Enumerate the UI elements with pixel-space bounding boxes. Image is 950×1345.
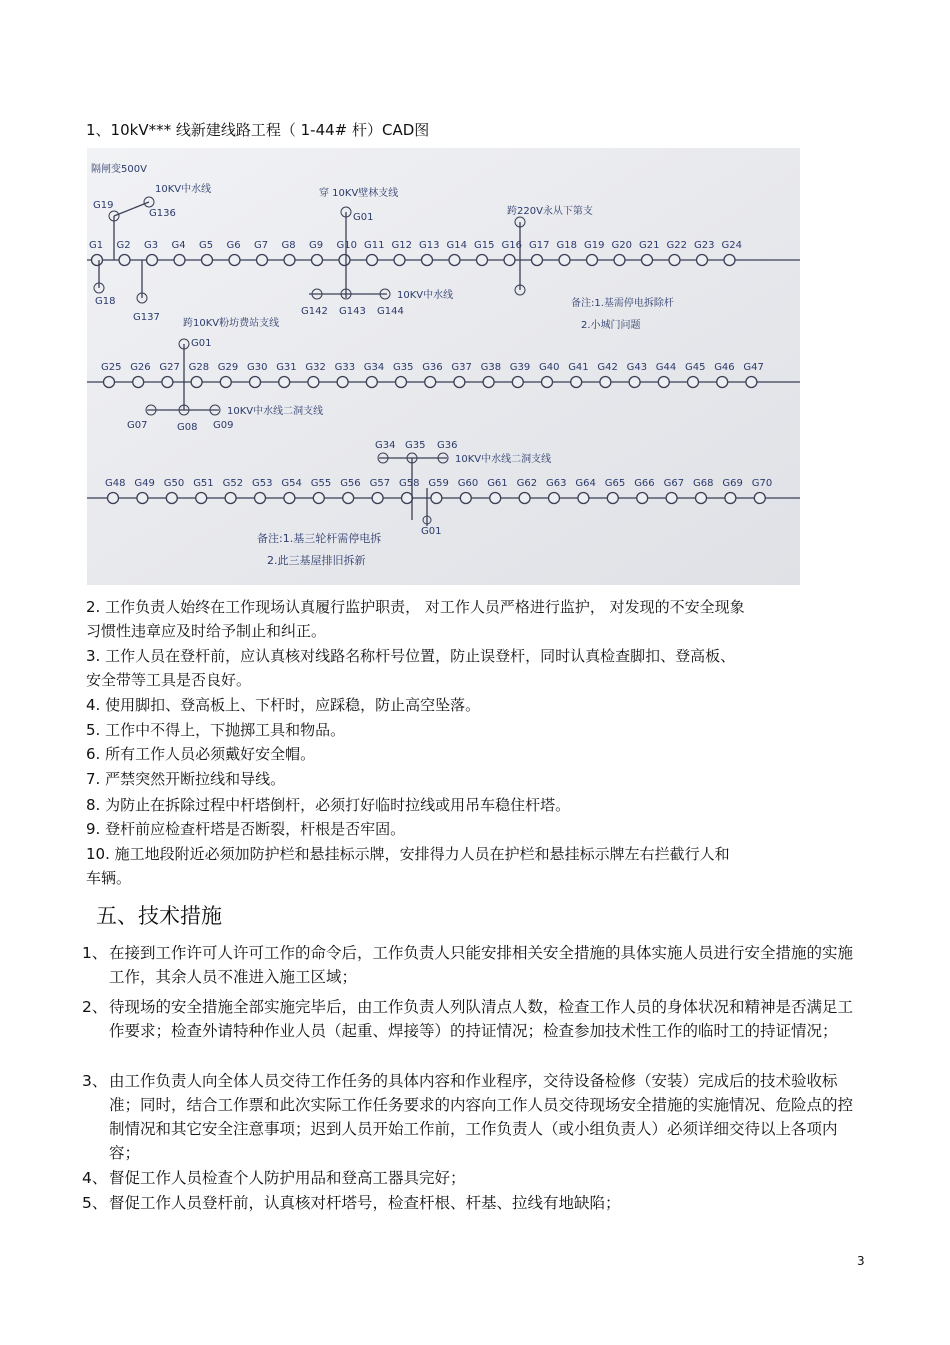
- pole-marker: [559, 255, 570, 266]
- tech-item-number: 2、: [82, 998, 108, 1016]
- pole-label: G9: [309, 240, 324, 251]
- pole-label: G52: [222, 478, 244, 489]
- pole-label: G51: [193, 478, 214, 489]
- pole-marker: [587, 255, 598, 266]
- sketch-note: 10KV中水线: [397, 290, 454, 301]
- pole-label: G67: [663, 478, 685, 489]
- pole-label: G20: [611, 240, 632, 251]
- pole-marker: [666, 493, 677, 504]
- pole-marker: [578, 493, 589, 504]
- pole-label: G49: [134, 478, 155, 489]
- tech-item-text: 在接到工作许可人许可工作的命令后，工作负责人只能安排相关安全措施的具体实施人员进行安全措施的实施工作，其余人员不准进入施工区域；: [109, 944, 854, 986]
- pole-marker: [284, 255, 295, 266]
- safety-item-line: 9. 登杆前应检查杆塔是否断裂，杆根是否牢固。: [86, 820, 406, 838]
- pole-label: G66: [634, 478, 655, 489]
- tech-item: [82, 995, 862, 1043]
- pole-label: G1: [89, 240, 104, 251]
- pole-label: G12: [391, 240, 412, 251]
- pole-marker: [162, 377, 173, 388]
- safety-item-line: 4. 使用脚扣、登高板上、下杆时，应踩稳，防止高空坠落。: [86, 696, 481, 714]
- pole-label: G46: [714, 362, 735, 373]
- pole-label: G44: [655, 362, 677, 373]
- pole-label: G61: [487, 478, 508, 489]
- pole-label: G69: [722, 478, 743, 489]
- sketch-note: G01: [191, 338, 212, 349]
- safety-item-line: 习惯性违章应及时给予制止和纠正。: [86, 622, 327, 640]
- pole-label: G34: [363, 362, 385, 373]
- sketch-note: 10KV中水线二洞支线: [227, 406, 324, 417]
- pole-marker: [477, 255, 488, 266]
- sketch-note: G08: [177, 422, 198, 433]
- pole-label: G54: [281, 478, 302, 489]
- pole-marker: [519, 493, 530, 504]
- tech-item-number: 4、: [82, 1169, 108, 1187]
- pole-marker: [108, 493, 119, 504]
- pole-marker: [166, 493, 177, 504]
- pole-label: G14: [446, 240, 467, 251]
- pole-marker: [396, 377, 407, 388]
- pole-label: G42: [597, 362, 618, 373]
- pole-marker: [696, 493, 707, 504]
- pole-label: G26: [130, 362, 151, 373]
- pole-label: G29: [217, 362, 239, 373]
- sketch-note: G09: [213, 420, 234, 431]
- safety-item-line: 10. 施工地段附近必须加防护栏和悬挂标示牌，安排得力人员在护栏和悬挂标示牌左右拦截行人和: [86, 845, 730, 863]
- pole-label: G65: [604, 478, 626, 489]
- pole-label: G8: [281, 240, 296, 251]
- pole-label: G56: [340, 478, 361, 489]
- pole-marker: [724, 255, 735, 266]
- tech-item: [82, 941, 862, 989]
- pole-label: G63: [546, 478, 567, 489]
- hand-drawn-line-sketch-photo: [87, 148, 800, 585]
- pole-marker: [422, 255, 433, 266]
- tech-item-text: 待现场的安全措施全部实施完毕后，由工作负责人列队清点人数，检查工作人员的身体状况和精神是否满足工作要求；检查外请特种作业人员（起重、焊接等）的持证情况；检查参加技术性工作的临时工的持证情况；: [109, 998, 854, 1040]
- pole-marker: [431, 493, 442, 504]
- sketch-svg: [87, 148, 800, 585]
- pole-label: G31: [276, 362, 297, 373]
- sketch-note: G01: [421, 526, 442, 537]
- pole-marker: [637, 493, 648, 504]
- pole-marker: [454, 377, 465, 388]
- sketch-note: G01: [353, 212, 374, 223]
- pole-marker: [483, 377, 494, 388]
- pole-marker: [133, 377, 144, 388]
- pole-label: G13: [419, 240, 440, 251]
- pole-label: G62: [516, 478, 538, 489]
- pole-marker: [629, 377, 640, 388]
- pole-marker: [600, 377, 611, 388]
- pole-label: G64: [575, 478, 596, 489]
- pole-label: G19: [584, 240, 605, 251]
- sketch-note: G137: [133, 312, 160, 323]
- pole-label: G55: [310, 478, 332, 489]
- pole-label: G15: [474, 240, 495, 251]
- pole-label: G47: [743, 362, 764, 373]
- sketch-note: 备注:1.基需停电拆除杆: [571, 298, 674, 309]
- tech-item-text: 督促工作人员检查个人防护用品和登高工器具完好；: [109, 1169, 466, 1187]
- tech-item-number: 3、: [82, 1072, 108, 1090]
- pole-label: G25: [101, 362, 122, 373]
- pole-label: G3: [144, 240, 159, 251]
- pole-marker: [257, 255, 268, 266]
- safety-item-line: 2. 工作负责人始终在工作现场认真履行监护职责， 对工作人员严格进行监护， 对发现的不安全现象: [86, 598, 745, 616]
- pole-marker: [688, 377, 699, 388]
- pole-label: G2: [116, 240, 131, 251]
- pole-label: G21: [639, 240, 660, 251]
- pole-marker: [754, 493, 765, 504]
- sketch-note: 跨220V永从下第支: [507, 206, 593, 217]
- pole-label: G57: [369, 478, 391, 489]
- pole-label: G70: [751, 478, 773, 489]
- pole-label: G28: [188, 362, 210, 373]
- sketch-note: 2.此三基屋排旧拆新: [267, 554, 366, 567]
- sketch-note: G143: [339, 306, 366, 317]
- pole-label: G24: [721, 240, 742, 251]
- pole-marker: [202, 255, 213, 266]
- sketch-note: 2.小城门问题: [581, 320, 641, 331]
- pole-label: G40: [539, 362, 560, 373]
- pole-label: G23: [694, 240, 715, 251]
- safety-item-line: 安全带等工具是否良好。: [86, 671, 252, 689]
- safety-item-line: 5. 工作中不得上，下抛掷工具和物品。: [86, 721, 346, 739]
- pole-marker: [697, 255, 708, 266]
- pole-marker: [669, 255, 680, 266]
- pole-marker: [255, 493, 266, 504]
- pole-marker: [460, 493, 471, 504]
- tech-item: [82, 1069, 862, 1165]
- sketch-note: 隔闸变500V: [91, 164, 147, 175]
- pole-marker: [284, 493, 295, 504]
- pole-label: G22: [666, 240, 687, 251]
- pole-label: G5: [199, 240, 214, 251]
- pole-marker: [367, 255, 378, 266]
- pole-marker: [504, 255, 515, 266]
- pole-label: G60: [457, 478, 479, 489]
- sketch-note: G36: [437, 440, 458, 451]
- sketch-note: 10KV中水线: [155, 184, 212, 195]
- pole-label: G36: [422, 362, 443, 373]
- pole-label: G17: [529, 240, 550, 251]
- safety-item-line: 8. 为防止在拆除过程中杆塔倒杆，必须打好临时拉线或用吊车稳住杆塔。: [86, 796, 571, 814]
- pole-label: G41: [568, 362, 589, 373]
- sketch-note: G144: [377, 306, 404, 317]
- sketch-note: 跨10KV粉坊费站支线: [183, 318, 280, 329]
- pole-marker: [137, 493, 148, 504]
- tech-item: [82, 1166, 862, 1190]
- tech-item-text: 由工作负责人向全体人员交待工作任务的具体内容和作业程序，交待设备检修（安装）完成后的技术验收标准；同时，结合工作票和此次实际工作任务要求的内容向工作人员交待现场安全措施的实施情况、危险点的控制情况和其它安全注意事项；迟到人员开始工作前，工作负责人（或小组负责人）必须详细交待以上各项内容；: [109, 1072, 854, 1162]
- pole-label: G30: [247, 362, 268, 373]
- pole-marker: [394, 255, 405, 266]
- pole-marker: [191, 377, 202, 388]
- pole-marker: [372, 493, 383, 504]
- pole-label: G7: [254, 240, 269, 251]
- pole-marker: [104, 377, 115, 388]
- pole-marker: [549, 493, 560, 504]
- pole-label: G58: [399, 478, 420, 489]
- pole-label: G4: [171, 240, 186, 251]
- pole-marker: [490, 493, 501, 504]
- pole-label: G6: [226, 240, 241, 251]
- pole-label: G35: [393, 362, 414, 373]
- safety-item-line: 6. 所有工作人员必须戴好安全帽。: [86, 745, 316, 763]
- pole-label: G11: [364, 240, 385, 251]
- sketch-note: G19: [93, 200, 114, 211]
- sketch-note: 备注:1.基三轮杆需停电拆: [257, 532, 382, 545]
- pole-label: G53: [252, 478, 273, 489]
- figure-caption: 1、10kV*** 线新建线路工程（ 1-44# 杆）CAD图: [86, 121, 430, 139]
- pole-marker: [147, 255, 158, 266]
- pole-label: G27: [159, 362, 180, 373]
- pole-marker: [119, 255, 130, 266]
- pole-marker: [196, 493, 207, 504]
- pole-label: G68: [693, 478, 714, 489]
- pole-label: G32: [305, 362, 326, 373]
- pole-label: G38: [480, 362, 502, 373]
- pole-label: G43: [626, 362, 648, 373]
- pole-label: G37: [451, 362, 472, 373]
- pole-marker: [425, 377, 436, 388]
- safety-item-line: 车辆。: [86, 869, 132, 887]
- pole-label: G39: [509, 362, 531, 373]
- pole-marker: [174, 255, 185, 266]
- sketch-note: G18: [95, 296, 116, 307]
- pole-marker: [366, 377, 377, 388]
- sketch-note: 10KV中水线二洞支线: [455, 454, 552, 465]
- sketch-note: G34: [375, 440, 396, 451]
- tech-item-number: 1、: [82, 944, 108, 962]
- pole-marker: [658, 377, 669, 388]
- pole-label: G48: [105, 478, 126, 489]
- pole-marker: [225, 493, 236, 504]
- pole-marker: [725, 493, 736, 504]
- pole-marker: [220, 377, 231, 388]
- sketch-note: G136: [149, 208, 176, 219]
- pole-marker: [614, 255, 625, 266]
- pole-marker: [250, 377, 261, 388]
- pole-label: G45: [685, 362, 706, 373]
- safety-item-line: 3. 工作人员在登杆前，应认真核对线路名称杆号位置，防止误登杆，同时认真检查脚扣、登高板、: [86, 647, 736, 665]
- pole-marker: [312, 255, 323, 266]
- pole-label: G16: [501, 240, 522, 251]
- pole-marker: [308, 377, 319, 388]
- tech-item-number: 5、: [82, 1194, 108, 1212]
- page-number: 3: [857, 1254, 865, 1268]
- pole-marker: [402, 493, 413, 504]
- pole-marker: [449, 255, 460, 266]
- pole-label: G18: [556, 240, 577, 251]
- pole-label: G33: [334, 362, 356, 373]
- safety-item-line: 7. 严禁突然开断拉线和导线。: [86, 770, 286, 788]
- pole-marker: [337, 377, 348, 388]
- pole-marker: [542, 377, 553, 388]
- pole-marker: [313, 493, 324, 504]
- tech-item-text: 督促工作人员登杆前，认真核对杆塔号，检查杆根、杆基、拉线有地缺陷；: [109, 1194, 621, 1212]
- pole-marker: [571, 377, 582, 388]
- sketch-note: G142: [301, 306, 328, 317]
- pole-marker: [607, 493, 618, 504]
- pole-marker: [339, 255, 350, 266]
- pole-marker: [92, 255, 103, 266]
- pole-marker: [343, 493, 354, 504]
- tech-item: [82, 1191, 862, 1215]
- pole-marker: [717, 377, 728, 388]
- sketch-note: 穿 10KV壁林支线: [319, 188, 399, 199]
- sketch-note: G07: [127, 420, 148, 431]
- pole-marker: [512, 377, 523, 388]
- pole-label: G50: [163, 478, 185, 489]
- pole-marker: [532, 255, 543, 266]
- pole-marker: [746, 377, 757, 388]
- pole-marker: [229, 255, 240, 266]
- pole-label: G10: [336, 240, 357, 251]
- sketch-note: G35: [405, 440, 426, 451]
- pole-marker: [642, 255, 653, 266]
- pole-marker: [279, 377, 290, 388]
- pole-label: G59: [428, 478, 449, 489]
- section-heading: 五、技术措施: [96, 904, 222, 928]
